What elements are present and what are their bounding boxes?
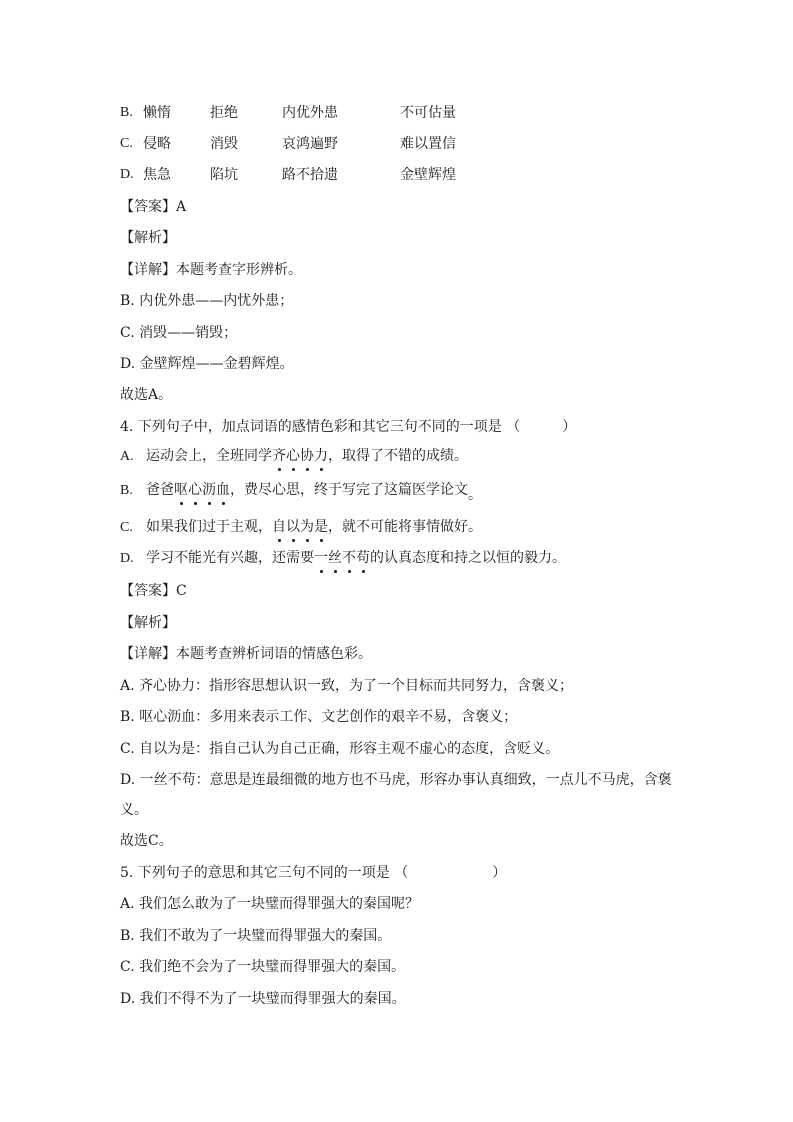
q4-explanation-d: D. 一丝不苟：意思是连最细微的地方也不马虎，形容办事认真细致，一点儿不马虎，含褒 <box>120 772 672 788</box>
q4-explanation-d-cont: 义。 <box>120 802 148 818</box>
q5-option-b: B. 我们不敢为了一块璧而得罪强大的秦国。 <box>120 928 392 944</box>
q5-stem: 5. 下列句子的意思和其它三句不同的一项是 （ ） <box>120 865 507 881</box>
q4-analysis-heading: 【解析】 <box>120 615 176 631</box>
dotted-char: 自 <box>272 519 286 535</box>
q4-explanation-c: C. 自以为是：指自己认为自己正确，形容主观不虚心的态度，含贬义。 <box>120 741 560 757</box>
q5-option-d: D. 我们不得不为了一块璧而得罪强大的秦国。 <box>120 991 406 1007</box>
dotted-char: 为 <box>300 519 314 535</box>
dotted-char: 力 <box>314 448 328 464</box>
q4-stem: 4. 下列句子中，加点词语的感情色彩和其它三句不同的一项是 （ ） <box>120 419 577 435</box>
q3-correction-b: B. 内优外患——内忧外患； <box>120 293 294 309</box>
q4-answer: 【答案】C <box>120 583 187 599</box>
q4-conclusion: 故选C。 <box>120 833 173 849</box>
dotted-char: 苟 <box>356 550 370 566</box>
q4-option-a: A. 运动会上，全班同学齐心协力，取得了不错的成绩。 <box>120 448 468 464</box>
q3-conclusion: 故选A。 <box>120 387 173 403</box>
dotted-char: 一 <box>314 550 328 566</box>
q4-option-b: B. 爸爸呕心沥血，费尽心思，终于写完了这篇医学论文。 <box>120 482 482 503</box>
q4-option-d: D. 学习不能光有兴趣，还需要一丝不苟的认真态度和持之以恒的毅力。 <box>120 550 566 566</box>
dotted-char: 不 <box>342 550 356 566</box>
q5-option-c: C. 我们绝不会为了一块璧而得罪强大的秦国。 <box>120 959 406 975</box>
q3-detail: 【详解】本题考查字形辨析。 <box>120 262 302 278</box>
q3-correction-c: C. 消毁——销毁； <box>120 325 238 341</box>
q3-answer: 【答案】A <box>120 199 187 215</box>
dotted-char: 沥 <box>202 482 216 498</box>
dotted-char: 丝 <box>328 550 342 566</box>
dotted-char: 呕 <box>174 482 188 498</box>
dotted-char: 心 <box>188 482 202 498</box>
q5-option-a: A. 我们怎么敢为了一块璧而得罪强大的秦国呢？ <box>120 896 420 912</box>
dotted-char: 是 <box>314 519 328 535</box>
dotted-char: 协 <box>300 448 314 464</box>
dotted-char: 血 <box>216 482 230 498</box>
q3-correction-d: D. 金壁辉煌——金碧辉煌。 <box>120 356 294 372</box>
q4-option-c: C. 如果我们过于主观，自以为是，就不可能将事情做好。 <box>120 519 482 535</box>
dotted-char: 心 <box>286 448 300 464</box>
q4-detail: 【详解】本题考查辨析词语的情感色彩。 <box>120 646 372 662</box>
q4-explanation-a: A. 齐心协力：指形容思想认识一致，为了一个目标而共同努力，含褒义； <box>120 678 574 694</box>
q4-explanation-b: B. 呕心沥血：多用来表示工作、文艺创作的艰辛不易，含褒义； <box>120 709 518 725</box>
dotted-char: 齐 <box>272 448 286 464</box>
q3-analysis-heading: 【解析】 <box>120 230 176 246</box>
dotted-char: 以 <box>286 519 300 535</box>
